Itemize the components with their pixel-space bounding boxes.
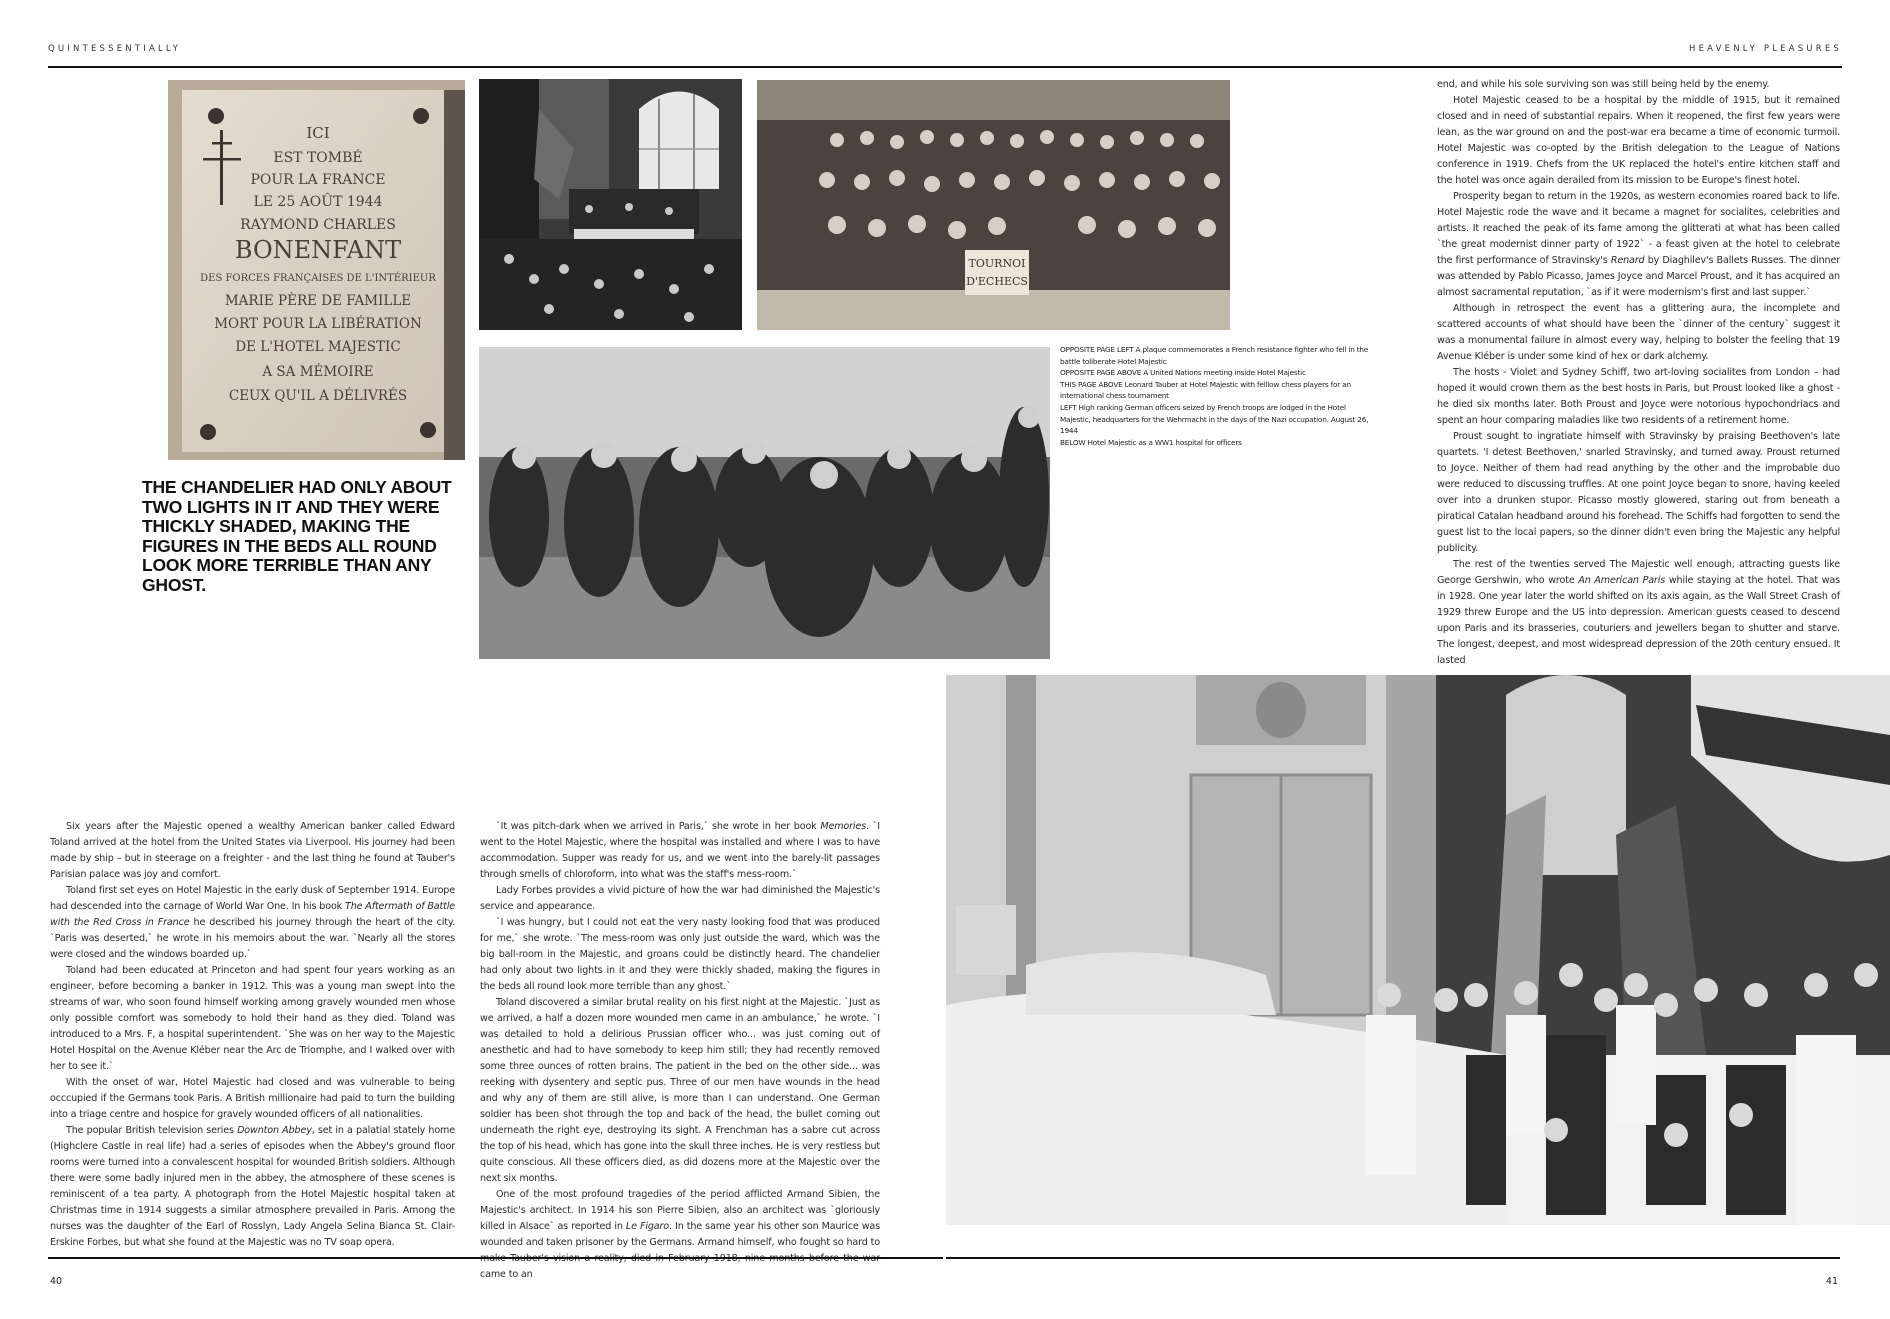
header-rule-left	[48, 66, 419, 68]
plaque-line: CEUX QU'IL A DÉLIVRÉS	[228, 388, 408, 404]
plaque-line: LE 25 AOÛT 1944	[253, 194, 383, 210]
chess-tournament-photo	[757, 80, 1230, 330]
work-title: The Aftermath of Battle with the Red Cross in France	[50, 901, 455, 928]
work-title: An American Paris	[1578, 575, 1666, 586]
caption-item: BELOW Hotel Majestic as a WW1 hospital for officers	[1060, 437, 1242, 447]
plaque-line: A SA MÉMOIRE	[262, 364, 374, 380]
plaque-line: ICI	[306, 124, 330, 142]
ww1-hospital-photo	[946, 675, 1890, 1225]
german-officers-photo	[479, 347, 1050, 659]
plaque-photo	[168, 80, 465, 460]
paragraph: The popular British television series Downton Abbey, set in a palatial stately home (Highclere Castle in real life) had a series of episodes when the Abbey's ground floor rooms were turned into a convalescent hospital for wounded British soldiers. Although there were some badly injured men in the abbey, the atmosphere of these scenes is reminiscent of a tea party. A photograph from the Hotel Majestic hospital taken at Christmas time in 1914 suggests a similar atmosphere prevailed in Paris. Among the nurses was the daughter of the Earl of Rosslyn, Lady Angela Selina Bianca St. Clair-Erskine Forbes, but what she found at the Majestic was no TV soap opera.	[50, 1125, 455, 1248]
page-number-left: 40	[50, 1276, 63, 1287]
chess-sign-text: TOURNOI	[968, 257, 1026, 270]
caption-item: OPPOSITE PAGE ABOVE A United Nations meeting inside Hotel Majestic	[1060, 368, 1306, 378]
plaque-line: MARIE PÈRE DE FAMILLE	[224, 293, 412, 309]
footer-rule-right	[946, 1257, 1840, 1259]
photo-captions	[1060, 344, 1378, 448]
chess-sign-text: D'ECHECS	[966, 275, 1028, 288]
body-column-middle	[480, 819, 880, 1283]
paragraph: end, and while his sole surviving son was still being held by the enemy.	[1437, 79, 1770, 90]
paragraph: `I was hungry, but I could not eat the very nasty looking food that was produced for me,` she wrote. `The mess-room was only just outside the ward, which was the big ball-room in the Majestic, and groans could be distinctly heard. The chandelier had only about two lights in it and they were thickly shaded, making the figures in the beds all round look more terrible than any ghost.`	[480, 917, 880, 992]
un-meeting-photo	[479, 79, 742, 330]
plaque-line: DES FORCES FRANÇAISES DE L'INTÉRIEUR	[200, 273, 436, 284]
plaque-line: POUR LA FRANCE	[250, 172, 386, 188]
paragraph: Six years after the Majestic opened a wealthy American banker called Edward Toland arrived at the hotel from the United States via Liverpool. His journey had been made by ship – but in steerage on a freighter - and the last thing he found at Tauber's Parisian palace was joy and comfort.	[50, 821, 455, 880]
pull-quote: THE CHANDELIER HAD ONLY ABOUT TWO LIGHTS IN IT AND THEY WERE THICKLY SHADED, MAKING THE FIGURES IN THE BEDS ALL ROUND LOOK MORE TERRIBLE THAN ANY GHOST.	[142, 477, 452, 595]
running-header-right: HEAVENLY PLEASURES	[1688, 44, 1842, 54]
work-title: Memories	[820, 821, 867, 832]
plaque-line: MORT POUR LA LIBÉRATION	[214, 316, 422, 332]
paragraph: The rest of the twenties served The Majestic well enough, attracting guests like George Gershwin, who wrote An American Paris while staying at the hotel. That was in 1928. One year later the world shifted on its axis again, as the Wall Street Crash of 1929 threw Europe and the US into depression. American guests ceased to descend upon Paris and its brasseries, couturiers and jewellers began to shutter and starve. The longest, deepest, and most widespread depression of the 20th century ensued. It lasted	[1437, 559, 1840, 666]
paragraph: Lady Forbes provides a vivid picture of how the war had diminished the Majestic's service and appearance.	[480, 885, 880, 912]
caption-item: OPPOSITE PAGE LEFT A plaque commemorates a French resistance fighter who fell in the battle toliberate Hotel Majestic	[1060, 345, 1369, 366]
work-title: Le Figaro	[625, 1221, 670, 1232]
running-header-left: QUINTESSENTIALLY	[48, 44, 182, 54]
page-number-right: 41	[1825, 1276, 1838, 1287]
plaque-line: BONENFANT	[234, 236, 402, 264]
paragraph: `It was pitch-dark when we arrived in Paris,` she wrote in her book Memories. `I went to the Hotel Majestic, where the hospital was installed and where I was to have accommodation. Supper was ready for us, and we went into the barely-lit passages through smells of chloroform, into what was the staff's mess-room.`	[480, 821, 880, 880]
body-column-left	[50, 819, 455, 1251]
paragraph: Toland first set eyes on Hotel Majestic in the early dusk of September 1914. Europe had descended into the carnage of World War One. In his book The Aftermath of Battle with the Red Cross in France he described his journey through the heart of the city. `Paris was deserted,` he wrote in his memoirs about the war. `Nearly all the stores were closed and the windows boarded up.`	[50, 885, 455, 960]
paragraph: The hosts - Violet and Sydney Schiff, two art-loving socialites from London – had hoped it would crown them as the best hosts in Paris, but Proust looked like a ghost - he died six months later. Both Proust and Joyce were notorious hypochondriacs and spent an hour comparing maladies like two residents of a retirement home.	[1437, 367, 1840, 426]
paragraph: With the onset of war, Hotel Majestic had closed and was vulnerable to being occcupied if the Germans took Paris. A British millionaire had paid to turn the building into a triage centre and hospice for gravely wounded officers of all nationalities.	[50, 1077, 455, 1120]
header-rule-right	[419, 66, 1842, 68]
caption-item: THIS PAGE ABOVE Leonard Tauber at Hotel Majestic with felllow chess players for an international chess tournament	[1060, 379, 1351, 401]
work-title: Downton Abbey	[237, 1125, 312, 1136]
plaque-line: EST TOMBÉ	[273, 150, 363, 166]
caption-item: LEFT High ranking German officers seized by French troops are lodged in the Hotel Majestic, headquarters for the Wehrmacht in the days of the Nazi occupation. August 26, 1944	[1060, 402, 1369, 436]
paragraph: Proust sought to ingratiate himself with Stravinsky by praising Beethoven's late quartets. 'I detest Beethoven,' snarled Stravinsky, and turned away. Proust returned to Joyce. Neither of them had read anything by the other and the improbable duo were reduced to discussing truffles. At one point Joyce began to snore, having keeled over into a drunken stupor. Picasso mostly glowered, staring out from beneath a piratical Catalan headband around his forehead. The Schiffs had forgotten to send the guest list to the local papers, so the dinner didn't even bring the Majestic any helpful publicity.	[1437, 431, 1840, 554]
plaque-line: DE L'HOTEL MAJESTIC	[235, 339, 401, 355]
plaque-line: RAYMOND CHARLES	[240, 217, 396, 233]
paragraph: Although in retrospect the event has a glittering aura, the incomplete and scattered accounts of what should have been the `dinner of the century` suggest it was a monumental failure in almost every way, helping to bolster the feeling that 19 Avenue Kléber is under some kind of hex or dark alchemy.	[1437, 303, 1840, 362]
paragraph: Hotel Majestic ceased to be a hospital by the middle of 1915, but it remained closed and in need of substantial repairs. When it reopened, the first few years were lean, as the war ground on and the post-war era became a time of economic turmoil. Hotel Majestic was co-opted by the British delegation to the League of Nations conference in 1919. Chefs from the UK replaced the hotel's entire kitchen staff and the hotel was once again derailed from its mission to be Europe's finest hotel.	[1437, 95, 1840, 186]
paragraph: Prosperity began to return in the 1920s, as western economies roared back to life. Hotel Majestic rode the wave and it became a magnet for socialites, celebrities and artists. It reached the peak of its fame among the glitterati at what has been called `the great modernist dinner party of 1922` - a feast given at the hotel to celebrate the first performance of Stravinsky's Renard by Diaghilev's Ballets Russes. The dinner was attended by Pablo Picasso, James Joyce and Marcel Proust, and it has acquired an almost sacramental reputation, `as if it were modernism's first and last supper.`	[1437, 191, 1840, 298]
footer-rule-left	[48, 1257, 943, 1259]
paragraph: Toland discovered a similar brutal reality on his first night at the Majestic. `Just as we arrived, a half a dozen more wounded men came in an ambulance,` he wrote. `I was detailed to hold a delirious Prussian officer who... was just coming out of anesthetic and had to have somebody to keep him still; they had recently removed some three ounces of rotten brains. The patient in the bed on the other side... was reeking with dysentery and septic pus. Three of our men have wounds in the head and why any of them are still alive, is more than I can understand. One German soldier has been shot through the top and back of the head, the bullet coming out underneath the right eye, destroying its sight. A Frenchman has a sabre cut across the top of his head, which has gone into the skull three inches. He is very restless but quite conscious. All these officers died, as did dozens more at the Majestic over the next six months.	[480, 997, 880, 1184]
work-title: Renard	[1610, 255, 1645, 266]
paragraph: Toland had been educated at Princeton and had spent four years working as an engineer, before becoming a banker in 1912. This was a young man swept into the streams of war, who soon found himself working among gravely wounded men whose only possible comfort was somebody to hold their hand as they died. Toland was introduced to a Mrs. F, a hospital superintendent. `She was on her way to the Majestic Hotel Hospital on the Avenue Kléber near the Arc de Triomphe, and I walked over with her to see it.`	[50, 965, 455, 1072]
paragraph: One of the most profound tragedies of the period afflicted Armand Sibien, the Majestic's architect. In 1914 his son Pierre Sibien, also an architect was `gloriously killed in Alsace` as reported in Le Figaro. In the same year his other son Maurice was wounded and taken prisoner by the Germans. Armand himself, who fought so hard to came to an	[480, 1189, 880, 1280]
body-column-right	[1437, 77, 1840, 669]
